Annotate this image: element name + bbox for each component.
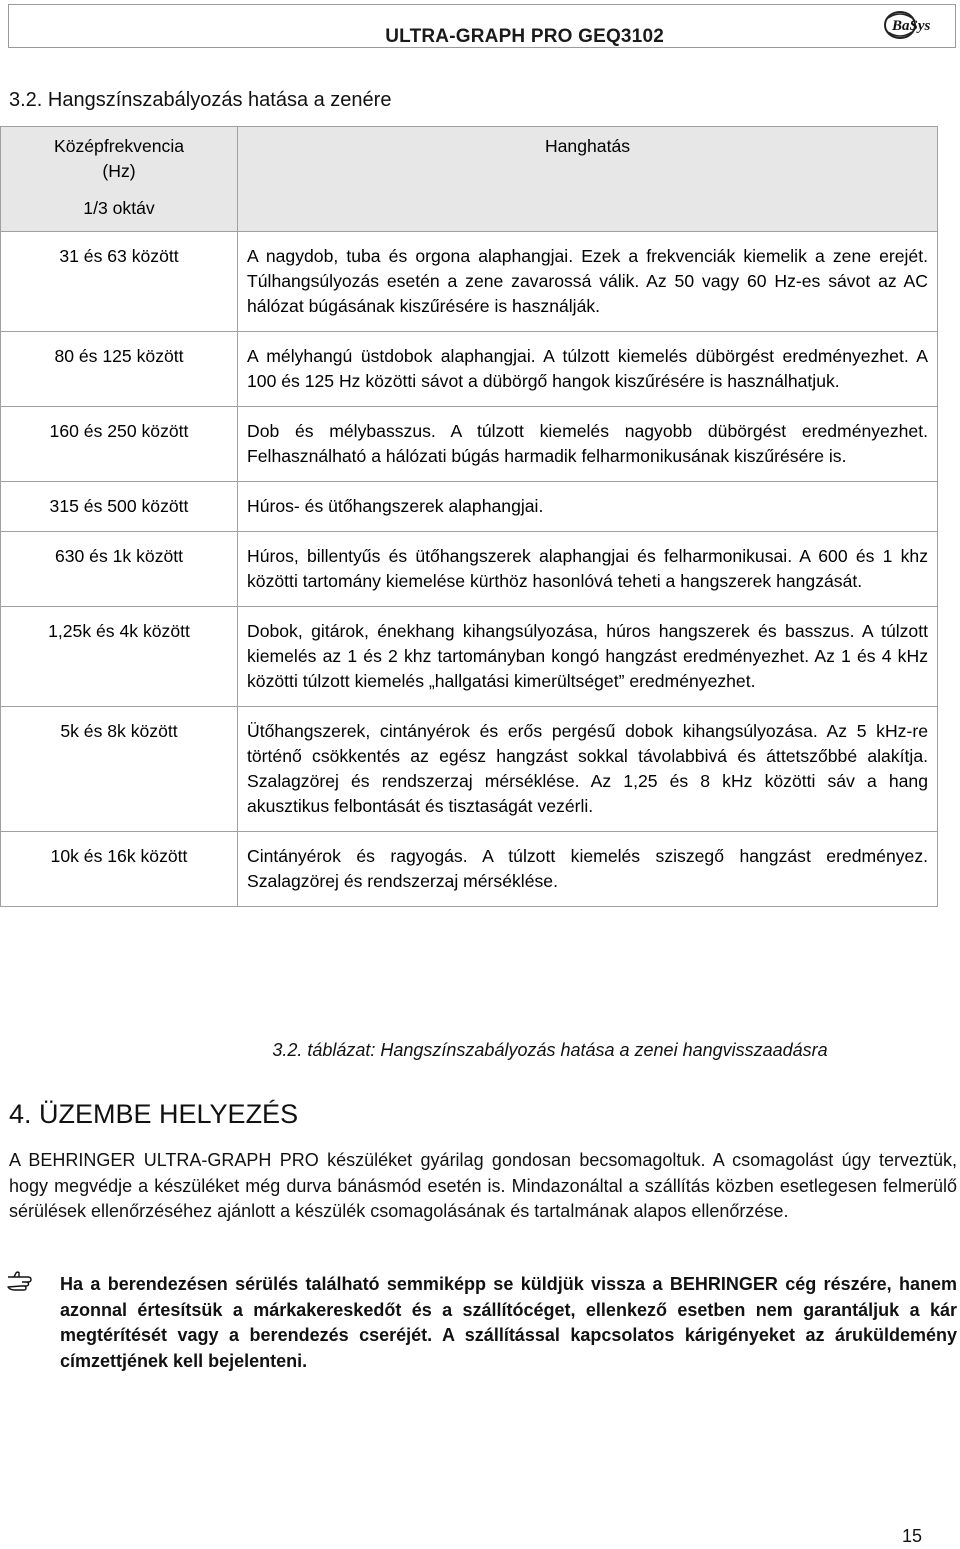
column-header-effect: Hanghatás xyxy=(238,127,938,232)
basys-logo xyxy=(880,8,950,42)
table-header-row xyxy=(1,127,938,232)
effect-cell: Dobok, gitárok, énekhang kihangsúlyozása, húros hangszerek és basszus. A túlzott kiemelés az 1 és 2 khz tartományban kongó hangzást eredményezhet. Az 1 és 4 kHz közötti túlzott kiemelés „hallgatási kimerültséget” eredményezhet. xyxy=(238,607,938,707)
header-line: 1/3 oktáv xyxy=(83,198,155,218)
column-header-frequency xyxy=(1,127,238,232)
header-title: ULTRA-GRAPH PRO GEQ3102 xyxy=(385,26,664,47)
table-row xyxy=(1,332,938,407)
page-number: 15 xyxy=(901,1526,922,1546)
effect-cell: Húros, billentyűs és ütőhangszerek alaphangjai és felharmonikusai. A 600 és 1 khz közötti tartomány kiemelése kürthöz hasonlóvá teheti a hangszerek hangzását. xyxy=(238,532,938,607)
header-line: (Hz) xyxy=(102,161,136,181)
table-row xyxy=(1,832,938,907)
section-heading: 3.2. Hangszínszabályozás hatása a zenére xyxy=(9,89,392,111)
frequency-cell: 31 és 63 között xyxy=(1,232,238,332)
header-line: Középfrekvencia xyxy=(53,136,185,156)
warning-note: Ha a berendezésen sérülés található semmiképp se küldjük vissza a BEHRINGER cég részére, hanem azonnal értesítsük a márkakereskedőt és a szállítócéget, ellenkező esetben nem garantáljuk a kár megtérítését vagy a berendezés cseréjét. A szállítással kapcsolatos kárigényeket az áruküldemény címzettjének kell bejelenteni. xyxy=(60,1274,957,1371)
body-paragraph: A BEHRINGER ULTRA-GRAPH PRO készüléket gyárilag gondosan becsomagoltuk. A csomagolást úgy terveztük, hogy megvédje a készüléket még durva bánásmód esetén is. Mindazonáltal a szállítás közben esetlegesen felmerülő sérülések ellenőrzéséhez ajánlott a készülék csomagolásának és tartalmának alapos ellenőrzése. xyxy=(9,1150,957,1221)
effect-cell: Cintányérok és ragyogás. A túlzott kiemelés sziszegő hangzást eredményez. Szalagzörej és rendszerzaj mérséklése. xyxy=(238,832,938,907)
eq-effects-table xyxy=(0,126,938,907)
pointing-hand-icon xyxy=(6,1270,46,1292)
table-row xyxy=(1,607,938,707)
table-row xyxy=(1,407,938,482)
table-row xyxy=(1,532,938,607)
effect-cell: A nagydob, tuba és orgona alaphangjai. Ezek a frekvenciák kiemelik a zene erejét. Túlhangsúlyozás esetén a zene zavarossá válik. Az 50 vagy 60 Hz-es sávot az AC hálózat búgásának kiszűrésére is használják. xyxy=(238,232,938,332)
table-row xyxy=(1,482,938,532)
effect-cell: Dob és mélybasszus. A túlzott kiemelés nagyobb dübörgést eredményezhet. Felhasználható a hálózati búgás harmadik felharmonikusának kiszűrésére is. xyxy=(238,407,938,482)
frequency-cell: 5k és 8k között xyxy=(1,707,238,832)
table-caption: 3.2. táblázat: Hangszínszabályozás hatása a zenei hangvisszaadásra xyxy=(272,1040,828,1060)
logo-text: BaSys xyxy=(892,18,931,34)
table-row xyxy=(1,232,938,332)
frequency-cell: 80 és 125 között xyxy=(1,332,238,407)
frequency-cell: 160 és 250 között xyxy=(1,407,238,482)
frequency-cell: 315 és 500 között xyxy=(1,482,238,532)
frequency-cell: 10k és 16k között xyxy=(1,832,238,907)
effect-cell: Ütőhangszerek, cintányérok és erős pergésű dobok kihangsúlyozása. Az 5 kHz-re történő csökkentés az egész hangzást sokkal távolabbivá és áttetszőbbé alakítja. Szalagzörej és rendszerzaj mérséklése. Az 1,25 és 8 kHz közötti sáv a hang akusztikus felbontását és tisztaságát vezérli. xyxy=(238,707,938,832)
table-row xyxy=(1,707,938,832)
frequency-cell: 630 és 1k között xyxy=(1,532,238,607)
frequency-cell: 1,25k és 4k között xyxy=(1,607,238,707)
effect-cell: Húros- és ütőhangszerek alaphangjai. xyxy=(238,482,938,532)
chapter-heading: 4. ÜZEMBE HELYEZÉS xyxy=(9,1099,299,1129)
effect-cell: A mélyhangú üstdobok alaphangjai. A túlzott kiemelés dübörgést eredményezhet. A 100 és 125 Hz közötti sávot a dübörgő hangok kiszűrésére is használhatjuk. xyxy=(238,332,938,407)
